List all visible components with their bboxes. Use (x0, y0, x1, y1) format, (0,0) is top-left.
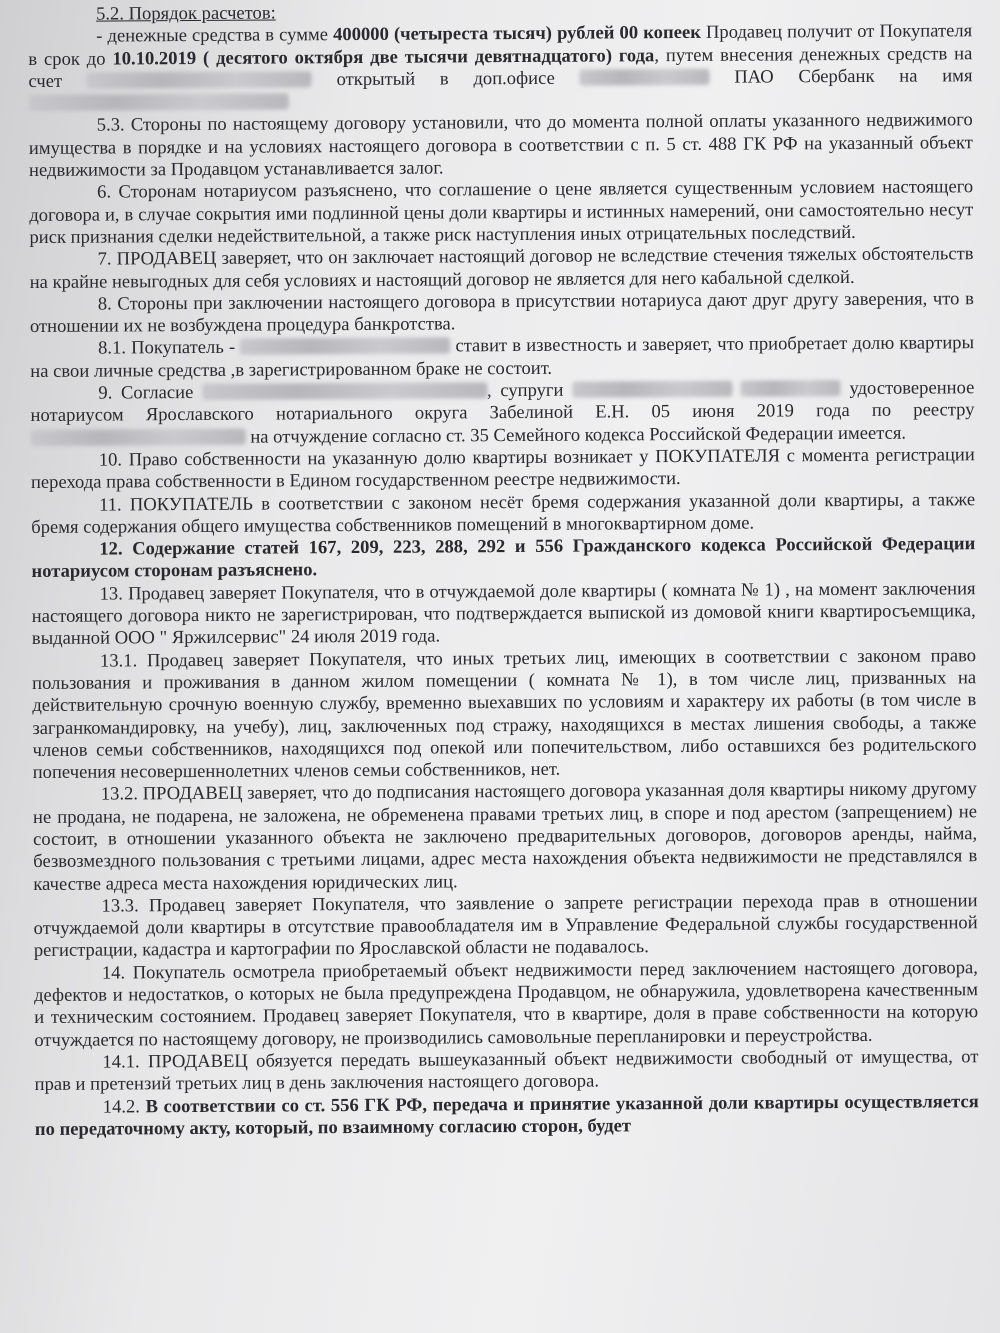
redacted-office (580, 69, 710, 86)
clause-13-1: 13.1. Продавец заверяет Покупателя, что иных третьих лиц, имеющих в соответствии с законом право пользования и проживания в данном жилом помещении ( комната № 1), в том числе лиц, призванных на действительную срочную военную службу, временно выехавших по условиям и характеру их работы (в том числе в загранкомандировку, на учебу), лиц, заключенных под стражу, находящихся в местах лишения свободы, а также членов семьи собственников, находящихся под опекой или попечительством, либо оставшихся без родительского попечения несовершеннолетних членов семьи собственников, нет. (32, 644, 977, 784)
clause-10: 10. Право собственности на указанную долю квартиры возникает у ПОКУПАТЕЛЯ с момента регистрации перехода права собственности в Едином государственном реестре недвижимости. (30, 444, 975, 494)
clause-9: 9. Согласие , супруги удостоверенное нотариусом Ярославского нотариального округа Забелиной Е.Н. 05 июня 2019 года по реестру на отчуждение согласно ст. 35 Семейного кодекса Российской Федерации имеется. (30, 377, 975, 448)
redacted-spouse-2 (741, 380, 841, 397)
section-5-2-heading: 5.2. Порядок расчетов: (95, 2, 276, 25)
clause-14-2: 14.2. В соответствии со ст. 556 ГК РФ, передача и принятие указанной доли квартиры осуществляется по передаточному акту, который, по взаимному согласию сторон, будет (34, 1090, 979, 1140)
clause-14-1: 14.1. ПРОДАВЕЦ обязуется передать вышеуказанный объект недвижимости свободный от имущества, от прав и претензий третьих лиц в день заключения настоящего договора. (34, 1046, 979, 1096)
clause-8-1: 8.1. Покупатель - ставит в известность и заверяет, что приобретает долю квартиры на свои личные средства ,в зарегистрированном браке не состоит. (30, 332, 975, 382)
redacted-name (29, 94, 289, 112)
clause-6: 6. Сторонам нотариусом разъяснено, что соглашение о цене является существенным условием настоящего договора и, в случае сокрытия ими подлинной цены доли квартиры и истинных намерений, они самостоятельно несут риск признания сделки недействительной, а также риск наступления иных отрицательных последствий. (29, 176, 974, 248)
redacted-spouse (572, 381, 732, 398)
clause-5-3: 5.3. Стороны по настоящему договору установили, что до момента полной оплаты указанного недвижимого имущества в порядке и на условиях настоящего договора в соответствии с п. 5 ст. 488 ГК РФ на указанный объект недвижимости за Продавцом устанавливается залог. (28, 109, 973, 182)
clause-14: 14. Покупатель осмотрела приобретаемый объект недвижимости перед заключением настоящего договора, дефектов и недостатков, о которых не была предупреждена Продавцом, не обнаружила, удовлетворена качественным и техническим состоянием. Продавец заверяет Покупателя, что в квартире, доля в праве собственности на которую отчуждается по настоящему договору, не производились самовольные перепланировки и переустройства. (33, 956, 979, 1051)
clause-13-3: 13.3. Продавец заверяет Покупателя, что заявление о запрете регистрации перехода прав в отношении отчуждаемой доли квартиры в отсутствие правообладателя им в Управление Федеральной службы государственной регистрации, кадастра и картографии по Ярославской области не подавалось. (33, 890, 978, 962)
clause-5-2: - денежные средства в сумме 400000 (четыреста тысяч) рублей 00 копеек Продавец получит от Покупателя в срок до 10.10.2019 ( десятого октября две тысячи девятнадцатого) года, путем внесения денежных средств на счет открытый в доп.офисе ПАО Сбербанк на имя (28, 21, 973, 116)
clause-12: 12. Содержание статей 167, 209, 223, 288, 292 и 556 Гражданского кодекса Российской Федерации нотариусом сторонам разъяснено. (31, 533, 976, 583)
redacted-registry (31, 428, 246, 445)
document-body (28, 0, 979, 1141)
redacted-account (87, 71, 312, 88)
clause-7: 7. ПРОДАВЕЦ заверяет, что он заключает настоящий договор не вследствие стечения тяжелых обстоятельств на крайне невыгодных для себя условиях и настоящий договор не является для него кабальной сделкой. (29, 243, 974, 293)
clause-13: 13. Продавец заверяет Покупателя, что в отчуждаемой доле квартиры ( комната № 1) , на момент заключения настоящего договора никто не зарегистрирован, что подтверждается выпиской из домовой книги квартиросъемщика, выданной ООО " Яржилсервис" 24 июля 2019 года. (31, 577, 976, 650)
clause-8: 8. Стороны при заключении настоящего договора в присутствии нотариуса дают друг другу заверения, что в отношении их не возбуждена процедура банкротства. (29, 288, 974, 338)
redacted-consent-person (202, 382, 487, 400)
redacted-buyer (240, 338, 450, 355)
clause-13-2: 13.2. ПРОДАВЕЦ заверяет, что до подписания настоящего договора указанная доля квартиры никому другому не продана, не подарена, не заложена, не обременена правами третьих лиц, в споре и под арестом (запрещением) не состоит, в отношении указанного объекта не заключено предварительных договоров, договоров аренды, найма, безвозмездного пользования с третьими лицами, адрес места нахождения объекта недвижимости не представлялся в качестве адреса места нахождения юридических лиц. (32, 778, 978, 895)
clause-11: 11. ПОКУПАТЕЛЬ в соответствии с законом несёт бремя содержания указанной доли квартиры, а также бремя содержания общего имущества собственников помещений в многоквартирном доме. (31, 488, 976, 538)
